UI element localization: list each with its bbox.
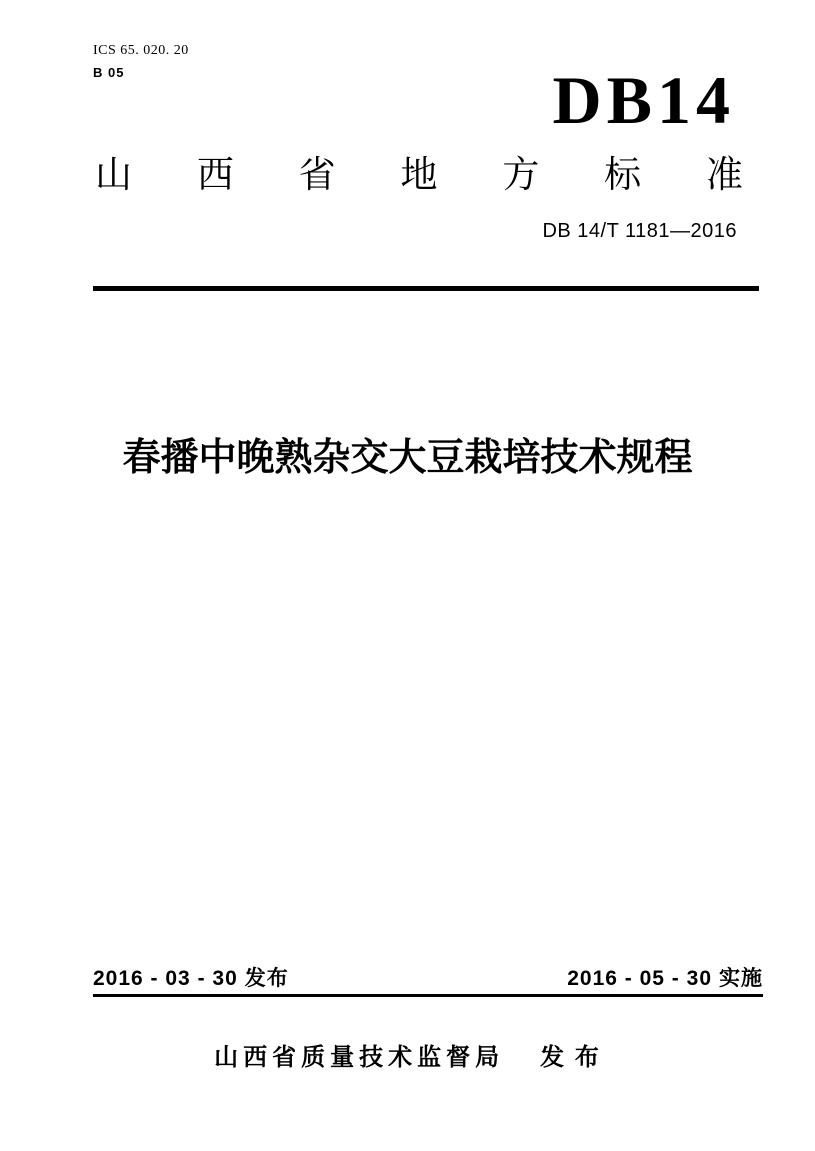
publisher-row — [0, 1044, 815, 1073]
issue-date: 2016 - 03 - 30 — [93, 967, 238, 990]
standard-type-char: 准 — [705, 154, 743, 195]
document-title: 春播中晚熟杂交大豆栽培技术规程 — [122, 437, 693, 479]
publisher-name: 山西省质量技术监督局 — [214, 1044, 505, 1071]
category-code: B 05 — [93, 65, 125, 80]
header-divider-rule — [93, 286, 759, 291]
standard-type-char: 省 — [298, 154, 336, 195]
standard-type-char: 西 — [196, 154, 234, 195]
standard-type-char: 标 — [604, 154, 642, 195]
implement-date: 2016 - 05 - 30 — [567, 967, 712, 990]
standard-type-char: 方 — [502, 154, 540, 195]
ics-classification-block — [93, 40, 189, 84]
implement-label: 实施 — [719, 967, 763, 990]
implement-date-group — [567, 966, 763, 991]
issue-date-group — [93, 966, 289, 991]
db14-masthead: DB14 — [552, 62, 735, 138]
publish-label: 发 布 — [540, 1044, 601, 1071]
footer-divider-rule — [93, 994, 763, 997]
standard-type-char: 山 — [95, 154, 132, 195]
standard-type-char: 地 — [400, 154, 438, 195]
ics-code: ICS 65. 020. 20 — [93, 43, 189, 58]
date-row — [93, 966, 763, 991]
standard-type-title — [95, 154, 743, 197]
issue-label: 发布 — [244, 967, 289, 990]
standard-number: DB 14/T 1181—2016 — [542, 220, 737, 242]
